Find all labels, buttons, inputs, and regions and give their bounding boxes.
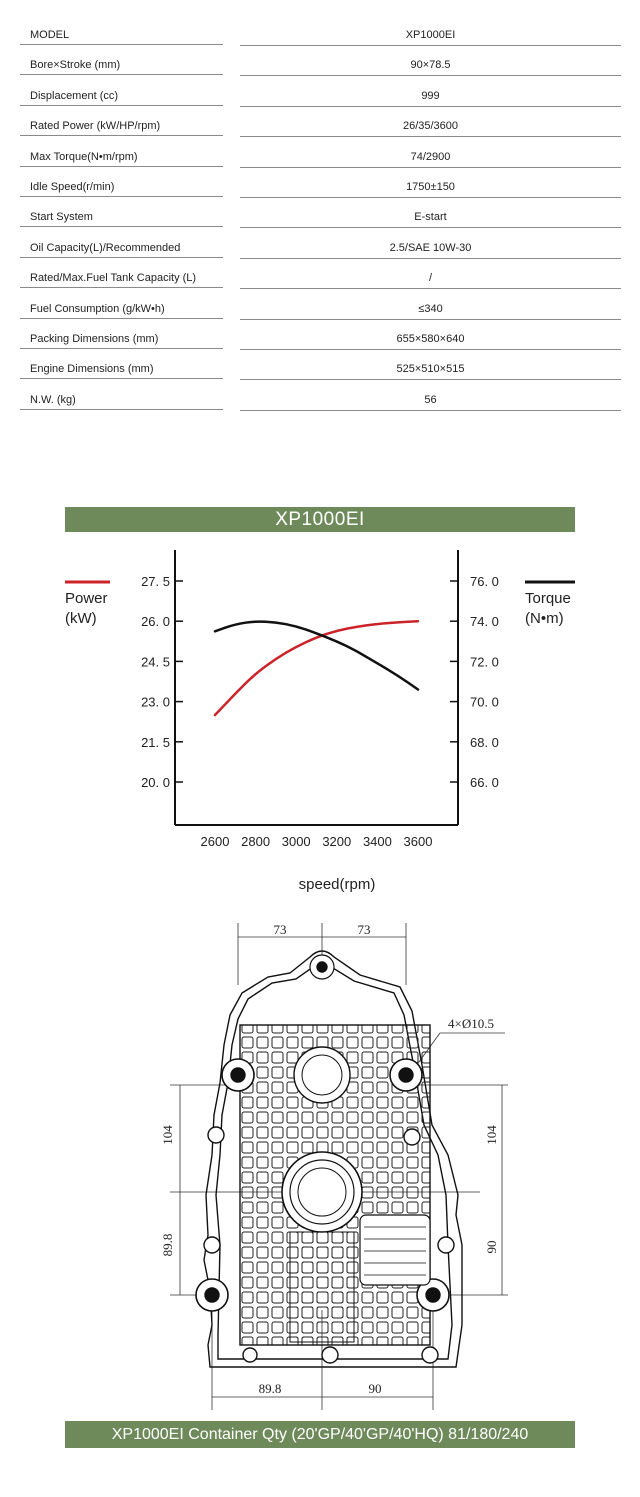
x-tick-label: 3400 xyxy=(362,834,392,849)
x-tick-label: 3000 xyxy=(281,834,311,849)
x-tick-label: 3600 xyxy=(403,834,433,849)
spec-label: Fuel Consumption (g/kW•h) xyxy=(20,294,223,319)
spec-label: Packing Dimensions (mm) xyxy=(20,324,223,349)
dim-right-upper: 104 xyxy=(484,1125,499,1145)
spec-row xyxy=(20,354,621,384)
spec-label: Oil Capacity(L)/Recommended xyxy=(20,233,223,258)
torque-curve xyxy=(215,622,418,690)
spec-row xyxy=(20,111,621,141)
spec-row xyxy=(20,294,621,324)
spec-row xyxy=(20,81,621,111)
spec-label: N.W. (kg) xyxy=(20,385,223,410)
right-y-tick-label: 68. 0 xyxy=(470,734,499,750)
spec-value: 74/2900 xyxy=(240,142,621,168)
spec-value: 1750±150 xyxy=(240,172,621,198)
spec-table xyxy=(20,20,621,415)
spec-label: Rated/Max.Fuel Tank Capacity (L) xyxy=(20,263,223,288)
spec-value: 999 xyxy=(240,81,621,107)
x-tick-label: 2800 xyxy=(241,834,271,849)
dim-top-left: 73 xyxy=(273,922,287,937)
spec-label: Engine Dimensions (mm) xyxy=(20,354,223,379)
engine-dimension-drawing xyxy=(150,915,510,1415)
spec-label: Rated Power (kW/HP/rpm) xyxy=(20,111,223,136)
spec-row xyxy=(20,385,621,415)
spec-row xyxy=(20,233,621,263)
left-y-tick-label: 24. 5 xyxy=(141,654,170,670)
spec-row xyxy=(20,324,621,354)
dim-top-right: 73 xyxy=(357,922,371,937)
container-qty-banner: XP1000EI Container Qty (20'GP/40'GP/40'HQ) 81/180/240 xyxy=(65,1421,575,1448)
dim-bottom-left: 89.8 xyxy=(258,1381,282,1396)
x-axis-label: speed(rpm) xyxy=(298,876,376,893)
spec-value: ≤340 xyxy=(240,294,621,320)
chart-title-banner: XP1000EI xyxy=(65,507,575,532)
spec-value: 90×78.5 xyxy=(240,50,621,76)
dim-bottom-right: 90 xyxy=(368,1381,382,1396)
spec-row xyxy=(20,142,621,172)
spec-value: 2.5/SAE 10W-30 xyxy=(240,233,621,259)
left-y-tick-label: 23. 0 xyxy=(141,694,170,710)
right-y-tick-label: 76. 0 xyxy=(470,574,499,589)
left-y-tick-label: 27. 5 xyxy=(141,574,170,589)
spec-label: MODEL xyxy=(20,20,223,45)
x-tick-label: 2600 xyxy=(200,834,230,849)
spec-row xyxy=(20,263,621,293)
spec-value: XP1000EI xyxy=(240,20,621,46)
engine-dimension-svg xyxy=(150,915,510,1415)
spec-row xyxy=(20,20,621,50)
spec-row xyxy=(20,172,621,202)
right-y-tick-label: 66. 0 xyxy=(470,775,499,790)
dim-left-lower: 89.8 xyxy=(160,1233,175,1257)
performance-chart-svg xyxy=(0,545,640,900)
right-y-tick-label: 70. 0 xyxy=(470,694,499,710)
dim-right-lower: 90 xyxy=(484,1240,499,1254)
right-y-tick-label: 72. 0 xyxy=(470,654,499,670)
spec-label: Idle Speed(r/min) xyxy=(20,172,223,197)
spec-value: 525×510×515 xyxy=(240,354,621,380)
left-y-tick-label: 21. 5 xyxy=(141,734,170,750)
engine-outline xyxy=(196,951,462,1367)
spec-value: 56 xyxy=(240,385,621,411)
right-y-tick-label: 74. 0 xyxy=(470,614,499,630)
spec-value: / xyxy=(240,263,621,289)
left-y-tick-label: 20. 0 xyxy=(141,775,170,790)
spec-label: Bore×Stroke (mm) xyxy=(20,50,223,75)
dim-hole-callout: 4×Ø10.5 xyxy=(448,1016,494,1031)
left-y-tick-label: 26. 0 xyxy=(141,614,170,630)
torque-legend-unit: (N•m) xyxy=(525,610,564,627)
spec-label: Start System xyxy=(20,202,223,227)
spec-value: 655×580×640 xyxy=(240,324,621,350)
spec-value: 26/35/3600 xyxy=(240,111,621,137)
spec-label: Max Torque(N•m/rpm) xyxy=(20,142,223,167)
spec-row xyxy=(20,202,621,232)
spec-label: Displacement (cc) xyxy=(20,81,223,106)
spec-row xyxy=(20,50,621,80)
dim-left-upper: 104 xyxy=(160,1125,175,1145)
performance-chart xyxy=(0,545,640,900)
power-legend-unit: (kW) xyxy=(65,610,97,627)
power-legend-label: Power xyxy=(65,590,108,607)
spec-value: E-start xyxy=(240,202,621,228)
torque-legend-label: Torque xyxy=(525,590,571,607)
x-tick-label: 3200 xyxy=(322,834,352,849)
